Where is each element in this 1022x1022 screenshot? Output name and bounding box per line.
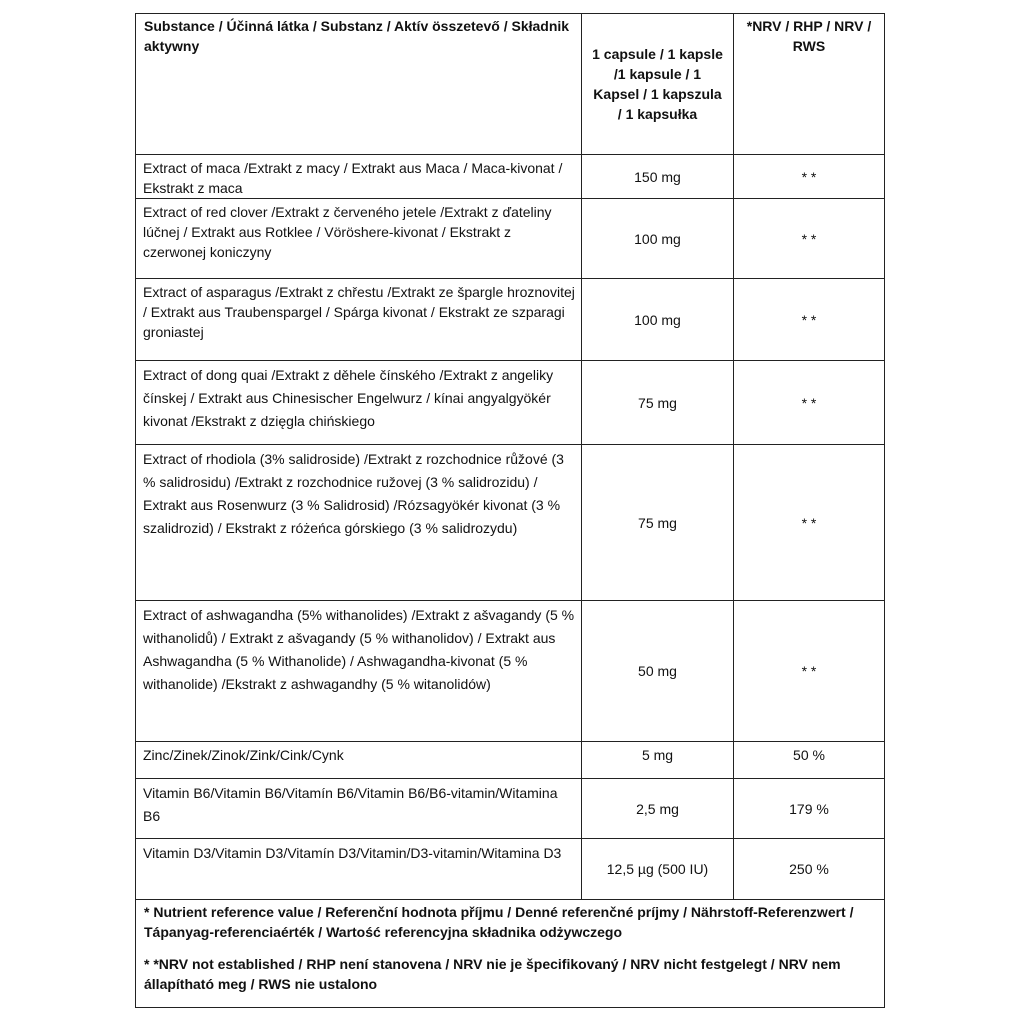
header-per-capsule [582, 14, 734, 155]
row-substance: Extract of maca /Extrakt z macy / Extrakt aus Maca / Maca-kivonat / Ekstrakt z maca [136, 155, 582, 199]
row-amount: 100 mg [582, 279, 734, 361]
footnotes [136, 900, 885, 1008]
table-row [136, 361, 885, 445]
footnote-nrv: * Nutrient reference value / Referenční hodnota příjmu / Denné referenčné príjmy / Nährstoff-Referenzwert / Tápanyag-referenciaérték / Wartość referencyjna składnika odżywczego [144, 904, 854, 940]
table-row [136, 199, 885, 279]
table-row [136, 279, 885, 361]
row-substance: Extract of rhodiola (3% salidroside) /Extrakt z rozchodnice růžové (3 % salidrosidu) /Extrakt z rozchodnice ružovej (3 % salidrozidu) / Extrakt aus Rosenwurz (3 % Salidrosid) /Rózsagyökér kivonat (3 % szalidrozid) / Ekstrakt z różeńca górskiego (3 % salidrozydu) [136, 445, 582, 601]
table-row [136, 839, 885, 900]
header-per-capsule-text: 1 capsule / 1 kapsle /1 kapsule / 1 Kapsel / 1 kapszula / 1 kapsułka [592, 46, 723, 122]
row-substance: Vitamin B6/Vitamin B6/Vitamín B6/Vitamin B6/B6-vitamin/Witamina B6 [136, 779, 582, 839]
row-amount: 150 mg [582, 155, 734, 199]
row-nrv: * * [734, 361, 885, 445]
header-substance: Substance / Účinná látka / Substanz / Aktív összetevő / Składnik aktywny [136, 14, 582, 155]
row-substance: Vitamin D3/Vitamin D3/Vitamín D3/Vitamin/D3-vitamin/Witamina D3 [136, 839, 582, 900]
table-row [136, 779, 885, 839]
row-nrv: 250 % [734, 839, 885, 900]
footnote-not-established: * *NRV not established / RHP není stanovena / NRV nie je špecifikovaný / NRV nicht festgelegt / NRV nem állapítható meg / RWS nie ustalono [144, 956, 841, 992]
row-amount: 2,5 mg [582, 779, 734, 839]
row-nrv: * * [734, 199, 885, 279]
header-nrv-text: *NRV / RHP / NRV / RWS [746, 18, 872, 54]
row-substance: Extract of ashwagandha (5% withanolides) /Extrakt z ašvagandy (5 % withanolidů) / Extrakt z ašvagandy (5 % withanolidov) / Extrakt aus Ashwagandha (5 % Withanolide) / Ashwagandha-kivonat (5 % withanolide) /Ekstrakt z ashwagandhy (5 % witanolidów) [136, 601, 582, 742]
row-nrv: * * [734, 601, 885, 742]
row-amount: 50 mg [582, 601, 734, 742]
row-amount: 100 mg [582, 199, 734, 279]
row-nrv: * * [734, 445, 885, 601]
table-row [136, 155, 885, 199]
footnote-row [136, 900, 885, 1008]
table-row [136, 445, 885, 601]
row-substance: Extract of asparagus /Extrakt z chřestu /Extrakt ze špargle hroznovitej / Extrakt aus Traubenspargel / Spárga kivonat / Ekstrakt ze szparagi groniastej [136, 279, 582, 361]
row-substance: Zinc/Zinek/Zinok/Zink/Cink/Cynk [136, 742, 582, 779]
table-row [136, 601, 885, 742]
table-row [136, 742, 885, 779]
row-nrv: 179 % [734, 779, 885, 839]
row-amount: 75 mg [582, 445, 734, 601]
row-nrv: 50 % [734, 742, 885, 779]
row-substance: Extract of red clover /Extrakt z červeného jetele /Extrakt z ďateliny lúčnej / Extrakt aus Rotklee / Vöröshere-kivonat / Ekstrakt z czerwonej koniczyny [136, 199, 582, 279]
row-substance: Extract of dong quai /Extrakt z děhele čínského /Extrakt z angeliky čínskej / Extrakt aus Chinesischer Engelwurz / kínai angyalgyökér kivonat /Ekstrakt z dzięgla chińskiego [136, 361, 582, 445]
row-nrv: * * [734, 155, 885, 199]
row-amount: 12,5 µg (500 IU) [582, 839, 734, 900]
nutrition-table [135, 13, 885, 1008]
row-amount: 75 mg [582, 361, 734, 445]
header-nrv [734, 14, 885, 155]
table-header-row [136, 14, 885, 155]
row-amount: 5 mg [582, 742, 734, 779]
row-nrv: * * [734, 279, 885, 361]
